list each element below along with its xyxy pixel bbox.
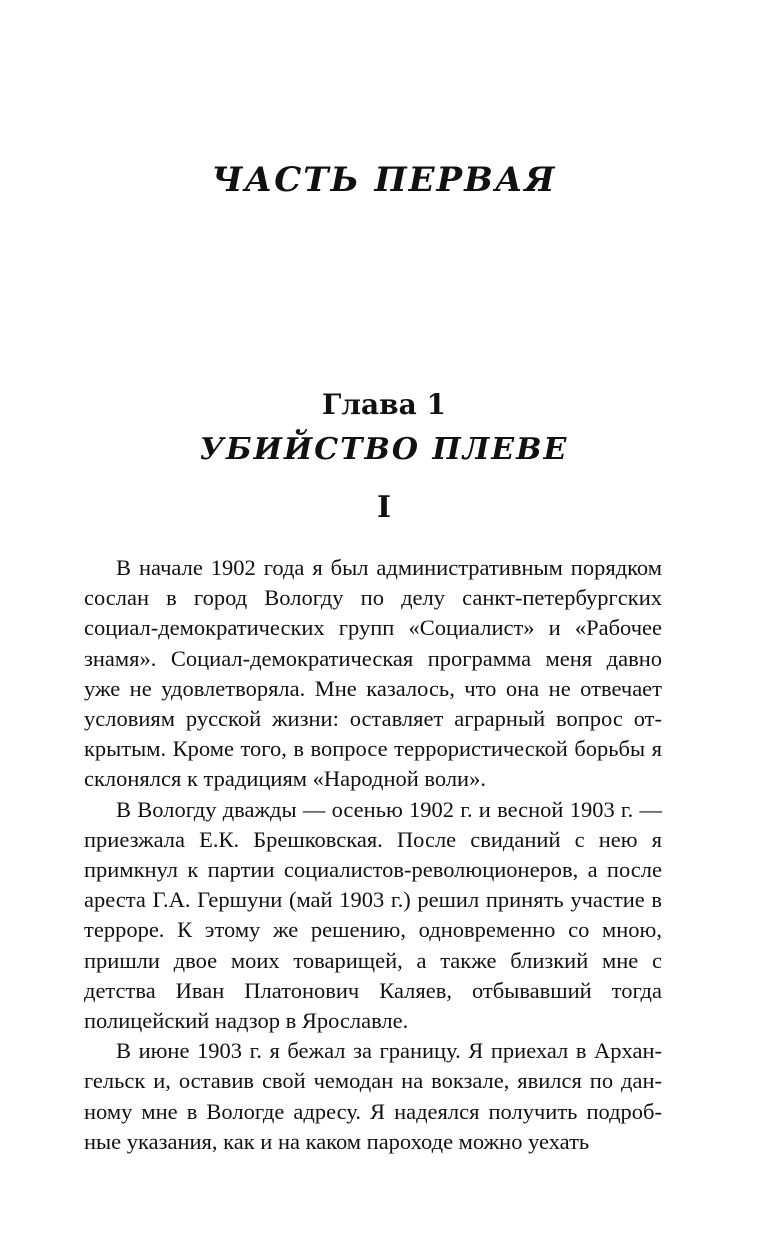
body-text — [84, 553, 662, 1157]
chapter-label: Глава 1 — [321, 388, 447, 421]
paragraph: В июне 1903 г. я бежал за границу. Я приехал в Архангельск и, оставив свой чемодан на вокзале, явился по данному мне в Вологде адресу. Я надеялся получить подробные указания, как и на каком пароходе можно уехать — [84, 1038, 662, 1154]
section-number: I — [376, 490, 392, 525]
paragraph: В начале 1902 года я был административным порядком сослан в город Вологду по делу санкт-петербургских социал-демократических групп «Социалист» и «Рабочее знамя». Социал-демократическая программа меня давно уже не удовлетворяла. Мне казалось, что она не отвечает условиям русской жизни: оставляет аграрный вопрос открытым. Кроме того, в вопросе террористической борьбы я склонялся к традициям «Народной воли». — [84, 555, 662, 792]
chapter-title: УБИЙСТВО ПЛЕВЕ — [199, 432, 569, 467]
paragraph: В Вологду дважды — осенью 1902 г. и весной 1903 г. — приезжала Е.К. Брешковская. После свиданий с нею я примкнул к партии социалистов-революционеров, а после ареста Г.А. Гершуни (май 1903 г.) решил принять участие в терроре. К этому же решению, одновременно со мною, пришли двое моих товарищей, а также близкий мне с детства Иван Платонович Каляев, отбывавший тогда полицейский надзор в Ярославле. — [84, 796, 662, 1034]
part-title: ЧАСТЬ ПЕРВАЯ — [211, 160, 557, 200]
